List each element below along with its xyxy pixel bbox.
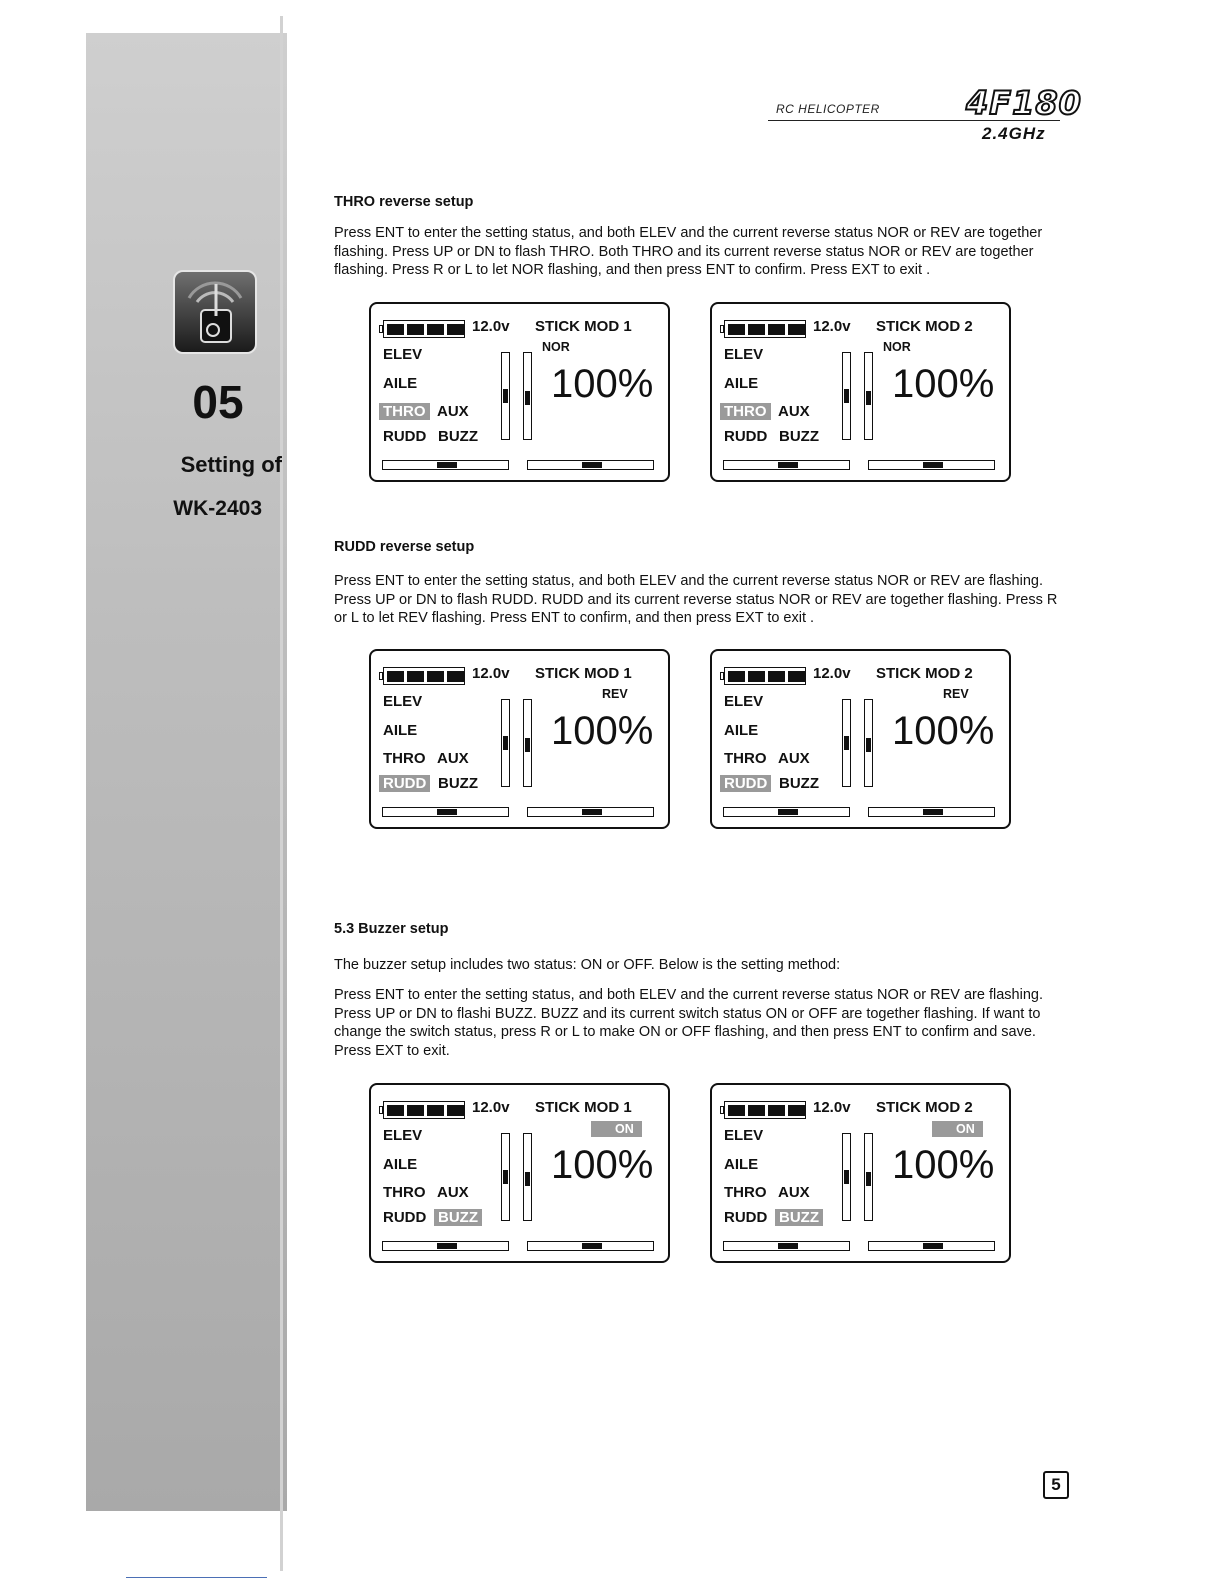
footer-rule — [126, 1577, 267, 1578]
gauge-marker — [582, 462, 602, 468]
gauge-marker — [866, 391, 871, 405]
lcd-reverse-status: ON — [932, 1121, 983, 1137]
lcd-vertical-gauge — [501, 352, 510, 440]
lcd-channel-thro: THRO — [383, 750, 426, 767]
lcd-vertical-gauge — [523, 699, 532, 787]
battery-cell — [447, 324, 464, 335]
battery-cell — [427, 324, 444, 335]
lcd-horizontal-gauge — [868, 460, 995, 470]
battery-icon — [724, 1101, 806, 1119]
battery-cell — [427, 1105, 444, 1116]
page-number: 5 — [1043, 1471, 1069, 1499]
battery-cell — [407, 671, 424, 682]
battery-cell — [768, 671, 785, 682]
section-paragraph-rudd: Press ENT to enter the setting status, and both ELEV and the current reverse status NOR or REV are flashing. Press UP or DN to flash RUDD. RUDD and its current reverse status NOR or REV are together flashing. Press R or L to let REV flashing. Press ENT to confirm, and then press EXT to exit . — [334, 573, 1058, 626]
lcd-channel-thro: THRO — [720, 403, 771, 420]
lcd-channel-elev: ELEV — [383, 693, 423, 710]
lcd-screen — [710, 649, 1011, 829]
lcd-channel-elev: ELEV — [383, 1127, 423, 1144]
header-logo: 4F180 — [966, 84, 1082, 122]
lcd-vertical-gauge — [864, 699, 873, 787]
lcd-channel-rudd: RUDD — [383, 1209, 427, 1226]
gauge-marker — [778, 1243, 798, 1249]
battery-cell — [387, 671, 404, 682]
battery-cell — [768, 324, 785, 335]
header-frequency: 2.4GHz — [982, 124, 1046, 143]
lcd-channel-aile: AILE — [383, 722, 418, 739]
lcd-screen — [369, 649, 670, 829]
lcd-channel-buzz: BUZZ — [438, 428, 478, 445]
lcd-vertical-gauge — [842, 1133, 851, 1221]
battery-cell — [447, 671, 464, 682]
gauge-marker — [923, 1243, 943, 1249]
lcd-stick-mode: STICK MOD 2 — [876, 318, 973, 335]
battery-cell — [748, 324, 765, 335]
lcd-horizontal-gauge — [723, 460, 850, 470]
lcd-reverse-status: ON — [591, 1121, 642, 1137]
lcd-horizontal-gauge — [868, 1241, 995, 1251]
lcd-vertical-gauge — [501, 1133, 510, 1221]
lcd-stick-mode: STICK MOD 2 — [876, 665, 973, 682]
lcd-percent: 100% — [551, 1143, 654, 1187]
section-paragraph-buzzer-method: Press ENT to enter the setting status, and both ELEV and the current reverse status NOR or REV are flashing. Press UP or DN to flashi BUZZ. BUZZ and its current switch status ON or OFF are together flashing. If want to change the switch status, press R or L to make ON or OFF flashing, and then press ENT to confirm and save. Press EXT to exit. — [334, 987, 1043, 1059]
lcd-percent: 100% — [892, 709, 995, 753]
lcd-vertical-gauge — [523, 1133, 532, 1221]
lcd-channel-aux: AUX — [778, 1184, 810, 1201]
lcd-channel-aile: AILE — [383, 1156, 418, 1173]
gauge-marker — [582, 1243, 602, 1249]
battery-cell — [788, 1105, 805, 1116]
gauge-marker — [437, 809, 457, 815]
lcd-percent: 100% — [551, 362, 654, 406]
battery-cell — [387, 1105, 404, 1116]
section-heading-rudd: RUDD reverse setup — [334, 539, 475, 555]
battery-cell — [728, 1105, 745, 1116]
lcd-stick-mode: STICK MOD 2 — [876, 1099, 973, 1116]
lcd-horizontal-gauge — [527, 460, 654, 470]
header-subtitle: RC HELICOPTER — [776, 102, 880, 116]
lcd-voltage: 12.0v — [472, 1099, 510, 1116]
lcd-screen — [710, 302, 1011, 482]
lcd-channel-buzz: BUZZ — [434, 1209, 482, 1226]
lcd-channel-elev: ELEV — [724, 346, 764, 363]
lcd-vertical-gauge — [864, 1133, 873, 1221]
battery-cell — [447, 1105, 464, 1116]
gauge-marker — [866, 738, 871, 752]
battery-cell — [407, 324, 424, 335]
lcd-channel-thro: THRO — [383, 1184, 426, 1201]
gauge-marker — [525, 1172, 530, 1186]
chapter-number: 05 — [192, 376, 244, 428]
lcd-screen — [710, 1083, 1011, 1263]
lcd-voltage: 12.0v — [813, 1099, 851, 1116]
lcd-vertical-gauge — [501, 699, 510, 787]
battery-cell — [427, 671, 444, 682]
lcd-percent: 100% — [892, 362, 995, 406]
gauge-marker — [503, 389, 508, 403]
lcd-vertical-gauge — [523, 352, 532, 440]
lcd-channel-elev: ELEV — [383, 346, 423, 363]
lcd-horizontal-gauge — [382, 807, 509, 817]
battery-cell — [788, 671, 805, 682]
lcd-horizontal-gauge — [382, 460, 509, 470]
lcd-percent: 100% — [551, 709, 654, 753]
lcd-channel-buzz: BUZZ — [775, 1209, 823, 1226]
lcd-stick-mode: STICK MOD 1 — [535, 665, 632, 682]
lcd-channel-buzz: BUZZ — [438, 775, 478, 792]
lcd-channel-rudd: RUDD — [379, 775, 430, 792]
lcd-stick-mode: STICK MOD 1 — [535, 318, 632, 335]
lcd-channel-rudd: RUDD — [383, 428, 427, 445]
lcd-channel-elev: ELEV — [724, 693, 764, 710]
lcd-reverse-status: REV — [602, 687, 628, 701]
gauge-marker — [525, 738, 530, 752]
lcd-screen — [369, 1083, 670, 1263]
section-paragraph-buzzer-intro: The buzzer setup includes two status: ON or OFF. Below is the setting method: — [334, 957, 841, 973]
transmitter-icon — [173, 270, 257, 354]
lcd-channel-thro: THRO — [379, 403, 430, 420]
gauge-marker — [778, 462, 798, 468]
section-heading-thro: THRO reverse setup — [334, 194, 474, 210]
battery-icon — [383, 1101, 465, 1119]
gauge-marker — [503, 736, 508, 750]
section-heading-buzzer: 5.3 Buzzer setup — [334, 921, 449, 937]
gauge-marker — [437, 1243, 457, 1249]
lcd-horizontal-gauge — [723, 807, 850, 817]
chapter-title-line1: Setting of — [180, 452, 282, 477]
gauge-marker — [844, 736, 849, 750]
lcd-channel-aux: AUX — [437, 403, 469, 420]
lcd-channel-rudd: RUDD — [720, 775, 771, 792]
lcd-screen — [369, 302, 670, 482]
gauge-marker — [525, 391, 530, 405]
lcd-percent: 100% — [892, 1143, 995, 1187]
lcd-voltage: 12.0v — [813, 665, 851, 682]
gauge-marker — [844, 389, 849, 403]
lcd-horizontal-gauge — [868, 807, 995, 817]
lcd-vertical-gauge — [842, 699, 851, 787]
gauge-marker — [866, 1172, 871, 1186]
gauge-marker — [923, 462, 943, 468]
lcd-channel-aile: AILE — [724, 1156, 759, 1173]
lcd-horizontal-gauge — [527, 807, 654, 817]
lcd-channel-rudd: RUDD — [724, 1209, 768, 1226]
battery-icon — [724, 667, 806, 685]
page-edge-line — [280, 16, 283, 1571]
battery-icon — [724, 320, 806, 338]
gauge-marker — [844, 1170, 849, 1184]
battery-cell — [748, 1105, 765, 1116]
lcd-vertical-gauge — [864, 352, 873, 440]
lcd-vertical-gauge — [842, 352, 851, 440]
battery-cell — [387, 324, 404, 335]
lcd-channel-elev: ELEV — [724, 1127, 764, 1144]
gauge-marker — [923, 809, 943, 815]
lcd-channel-rudd: RUDD — [724, 428, 768, 445]
battery-icon — [383, 320, 465, 338]
lcd-channel-aux: AUX — [778, 750, 810, 767]
gauge-marker — [778, 809, 798, 815]
lcd-reverse-status: NOR — [542, 340, 570, 354]
lcd-horizontal-gauge — [723, 1241, 850, 1251]
battery-icon — [383, 667, 465, 685]
battery-cell — [748, 671, 765, 682]
lcd-channel-aux: AUX — [778, 403, 810, 420]
lcd-horizontal-gauge — [382, 1241, 509, 1251]
lcd-voltage: 12.0v — [813, 318, 851, 335]
lcd-voltage: 12.0v — [472, 318, 510, 335]
gauge-marker — [503, 1170, 508, 1184]
lcd-horizontal-gauge — [527, 1241, 654, 1251]
lcd-channel-aux: AUX — [437, 1184, 469, 1201]
chapter-title-line2: WK-2403 — [173, 497, 262, 520]
lcd-channel-aile: AILE — [724, 375, 759, 392]
lcd-channel-thro: THRO — [724, 1184, 767, 1201]
lcd-channel-thro: THRO — [724, 750, 767, 767]
battery-cell — [788, 324, 805, 335]
lcd-channel-buzz: BUZZ — [779, 775, 819, 792]
lcd-channel-buzz: BUZZ — [779, 428, 819, 445]
battery-cell — [728, 324, 745, 335]
lcd-channel-aux: AUX — [437, 750, 469, 767]
lcd-reverse-status: REV — [943, 687, 969, 701]
gauge-marker — [437, 462, 457, 468]
section-paragraph-thro: Press ENT to enter the setting status, and both ELEV and the current reverse status NOR or REV are together flashing. Press UP or DN to flash THRO. Both THRO and its current reverse status NOR or REV are together flashing. Press R or L to let NOR flashing, and then press ENT to confirm. Press EXT to exit . — [334, 225, 1043, 278]
battery-cell — [728, 671, 745, 682]
lcd-stick-mode: STICK MOD 1 — [535, 1099, 632, 1116]
gauge-marker — [582, 809, 602, 815]
lcd-channel-aile: AILE — [383, 375, 418, 392]
sidebar-panel — [86, 33, 287, 1511]
lcd-channel-aile: AILE — [724, 722, 759, 739]
lcd-reverse-status: NOR — [883, 340, 911, 354]
battery-cell — [407, 1105, 424, 1116]
battery-cell — [768, 1105, 785, 1116]
lcd-voltage: 12.0v — [472, 665, 510, 682]
